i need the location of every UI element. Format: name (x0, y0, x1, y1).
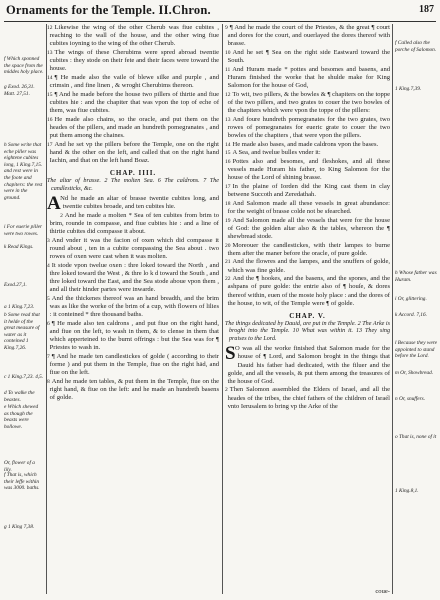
verse (225, 141, 390, 149)
margin-note: m Or, Showbread. (395, 370, 434, 376)
margin-note: b Some read that it helde of the great measure of water as it conteined 1 King.7,26. (4, 312, 40, 351)
column-rule (222, 24, 223, 594)
verse-number: 6 (47, 320, 50, 327)
margin-note: Exod.27,1. (4, 282, 27, 288)
margin-note: d To walke the beastes. (4, 390, 35, 403)
verse (225, 200, 390, 216)
verse-text: And he made ten tables, & put them in the Temple, fiue on the right hand, & fiue on the left: and he made an hundreth basens of golde. (49, 378, 219, 402)
verse (47, 141, 219, 165)
verse-number: 16 (47, 116, 53, 123)
verse (47, 24, 219, 48)
verse (225, 217, 390, 241)
verse (47, 320, 219, 353)
verse-number: 14 (47, 74, 53, 81)
margin-note: 1 King.8,1. (395, 488, 419, 494)
verse-text: And the flowres and the lampes, and the snuffers of golde, which was fine golde. (227, 258, 390, 274)
verse-text: ¶ And he made ten candlestickes of golde ( according to their forme ) and put them in the Temple, fiue on the right hād, and fiue on the left. (49, 353, 219, 377)
verse (47, 91, 219, 115)
verse (225, 183, 390, 199)
verse-text: And Salomon made all the vessels that were for the house of God: the golden altar also & the tables, whereon the ¶ shewbread stode. (227, 216, 390, 240)
margin-note: f Which sponned the space from the middes holy place. (4, 56, 44, 76)
verse (225, 258, 390, 274)
verse (47, 212, 219, 236)
verse-text: And the thickenes thereof was an hand breadth, and the brim was as like the worke of the brim of a cup, with flowers of lilies : it conteined * thre thousand baths. (49, 295, 219, 319)
verse (225, 386, 390, 410)
verse-number: 7 (47, 354, 50, 361)
verse-number: 8 (47, 379, 50, 386)
verse-number: 2 (225, 387, 228, 394)
verse-number: 9 (225, 25, 228, 31)
header-rule (4, 21, 436, 22)
margin-note: c 1 King.7,23. 4,5. (4, 374, 44, 380)
verse-text: In the plaine of Iorden did the King cast them in clay betwene Succoth and Zeredathah. (227, 182, 390, 199)
verse-number: 14 (225, 141, 231, 148)
margin-note: k Accord. 7,16. (395, 312, 427, 318)
verse-text: ¶ And he made the court of the Priestes, & the great ¶ court and dores for the court, and ouerlayed the dores thereof with brasse. (227, 24, 390, 48)
margin-note: f That is, which their leffe within was 3000. baths. (4, 472, 40, 492)
margin-note: e Which shewed as though the beasts were hollowe. (4, 404, 39, 430)
verse-number: 13 (47, 49, 53, 56)
verse (47, 193, 219, 215)
verse-text: A Sea, and twelue bulles vnder it: (232, 149, 321, 157)
verse-text: And Huram made * pottes and besomes and basens, and Huram finished the worke that he shulde make for King Salomon for the house of God, (227, 65, 390, 90)
drop-cap: S (225, 343, 236, 365)
margin-note: h Some write that eche piller was eightene cubites long, 1 King.7,15. and rest were in the foote and chapiters: the rest were in the ground. (4, 142, 43, 201)
chapter-heading: CHAP. IIII. (109, 169, 157, 178)
verse (225, 158, 390, 182)
margin-note: o That is, none of it (395, 434, 437, 440)
verse-text: It stode vpon twelue oxen : thre loked toward the North , and thre loked toward the West , & thre lo k d toward the South , and thre loked toward the East, and the Sea stode aboue vpon them , and all their hinder partes were inwarde. (49, 261, 219, 294)
verse (225, 149, 390, 157)
verse (225, 242, 390, 258)
verse-text: Nd he made an altar of brasse twentie cubites long, and twentie cubites broade, and ten cubites hie. (60, 195, 219, 211)
verse-number: 15 (225, 150, 231, 157)
verse-number: 19 (225, 217, 231, 224)
verse-text: And he made a molten * Sea of ten cubites from brim to brim, rounde in compasse, and fiue cubites hie : and a line of thirtie cubites did compasse it about. (49, 211, 219, 236)
margin-note: i For euerie piller were two rowes. (4, 224, 43, 237)
drop-cap: A (47, 193, 61, 215)
verse-number: 12 (47, 25, 53, 31)
verse-text: And the ¶ hookes, and the basens, and the spones, and the ashpans of pure golde: the entrie also of ¶ houſe, & dores thereof within, euen of the moste holy place : and the dores of the house, to wit, of the Temple were ¶ of golde. (227, 275, 390, 307)
verse-number: 17 (47, 141, 53, 148)
margin-note: l Because they were appointed to stand before the Lord. (395, 340, 438, 360)
chapter-heading: CHAP. V. (289, 311, 326, 320)
verse (225, 345, 390, 386)
margin-note: i Or, glittering. (395, 296, 427, 302)
verse-number: 22 (225, 276, 231, 283)
verse-text: And he set ¶ Sea on the right side Eastward toward the South. (227, 48, 390, 65)
verse-text: Pottes also and besomes, and fleshokes, and all these vessels made Huram his father, to King Salomon for the house of the Lord of shining brasse. (227, 158, 390, 182)
verse-number: 10 (225, 49, 231, 56)
verse-text: He made also bases, and made caldrons vpon the bases. (232, 140, 379, 148)
verse-number: 4 (47, 262, 50, 269)
margin-note: k Read Kings. (4, 244, 34, 250)
verse-text: Likewise the wing of the other Cherub was fiue cubites , reaching to the wall of the house, and the other wing fiue cubites ioyning to the wing of the other Cherub. (49, 24, 219, 48)
verse-number: 5 (47, 296, 50, 302)
verse (47, 353, 219, 377)
margin-note: h Whose father was Huram. (395, 270, 437, 283)
verse-text: And Salomon made all these vessels in great abundance: for the weight of brasse colde not be sfearched. (227, 199, 390, 215)
verse-text: He made also chains, so the oracle, and put them on the heades of the pillers, and made an hundreth pomegranates , and put them among the chaines. (49, 115, 219, 140)
verse-number: 15 (47, 91, 53, 98)
chapter-summary: The things dedicated by Dauid, are put in the Temple. 2 The Arke is broght into the Temple. 10 What was within it. 13 They sing praises to the Lord. (225, 320, 390, 342)
right-column (225, 24, 390, 411)
verse-number: 17 (225, 183, 231, 190)
verse-text: The wings of these Cherubims were spred abroad twentie cubites : they stode on their fete and their faces were toward the house. (49, 48, 219, 73)
verse (47, 74, 219, 90)
verse-number: 3 (47, 237, 50, 244)
chapter-summary: The altar of brasse. 2 The molten Sea. 6 The caldrons. 7 The candlesticks, &c. (47, 178, 219, 192)
verse (225, 24, 390, 48)
verse-text: ¶ He made also the vaile of blewe silke and purple , and crimsin , and fine linen , & wroght Cherubims thereon. (49, 73, 219, 90)
verse-text: O was all the worke finished that Salomon made for the house of ¶ Lord, and Salomon broght in the things that Dauid his father had dedicated, with the filuer and the golde, and all the vessels, & put them among the treasures of the house of God. (227, 345, 390, 385)
verse (47, 116, 219, 140)
verse (225, 275, 390, 308)
right-margin-rule (392, 24, 393, 594)
verse (225, 49, 390, 65)
margin-note: a 1 King.7,23. (4, 304, 35, 310)
running-head: Ornaments for the Temple. II.Chron. (6, 3, 211, 17)
verse-number: 16 (225, 159, 231, 165)
verse (47, 378, 219, 402)
verse-text: ¶ And he made before the house two pillers of thirtie and fiue cubites hie : and the chapiter that was vpon the top of eche of them, was fiue cubites. (49, 90, 219, 115)
margin-note: g Exod. 26,31. Matt. 27,51. (4, 84, 35, 97)
page-number: 187 (419, 4, 434, 15)
verse-text: Then Salomon assembled the Elders of Israel, and all the heades of the tribes, the chief fathers of the children of Israél vnto Ierusalem to bring vp the Arke of the (227, 386, 390, 410)
verse (47, 262, 219, 295)
verse-text: And he set vp the pillers before the Temple, one on the right hand & the other on the left, and called that on the right hand Iachin, and that on the left hand Boaz. (49, 140, 219, 164)
verse-number: 12 (225, 91, 231, 98)
verse-number: 20 (225, 242, 231, 249)
verse-text: To wit, two pillers, & the bowles & ¶ chapiters on the toppe of the two pillers, and two grates to couer the two bowles of the chapiters which were vpon the toppe of the pillers: (227, 90, 390, 115)
verse-number: 18 (225, 200, 231, 207)
margin-note: n Or, snuffers. (395, 396, 426, 402)
verse-text: Moreouer the candlestickes, with their lampes to burne them after the maner before the oracle, of pure golde. (227, 241, 390, 257)
margin-note: g 1 King 7,38. (4, 524, 35, 530)
verse (47, 49, 219, 73)
verse (47, 295, 219, 319)
catchword: coue- (375, 588, 390, 595)
verse (225, 116, 390, 140)
verse-number: 13 (225, 116, 231, 123)
verse (47, 237, 219, 261)
verse-number: 2 (60, 212, 63, 219)
margin-note: Or, flower of a lily. (4, 460, 35, 473)
margin-note: f Called also the porche of Salomon. (395, 40, 437, 53)
verse-number: 21 (225, 259, 231, 266)
verse-text: And vnder it was the facion of oxen which did compasse it round about , ten in a cubite compassing the Sea about . two rowes of oxen were cast when it was molten. (49, 236, 219, 261)
verse-text: ¶ He made also ten caldrons , and put fiue on the right hand, and fiue on the left, to wash in them, & to clense in them that which apperteined to the burnt offrings : but the Sea was for ¶ Priestes to wash in. (49, 319, 219, 352)
left-column (47, 24, 219, 403)
verse (225, 66, 390, 90)
verse-text: And foure hundreth pomegranates for the two grates, two rowes of pomegranates for eueric grate to couer the two bowles of the chapiters , that were vpon the pillers. (227, 115, 390, 140)
verse (225, 91, 390, 115)
verse-number: 11 (225, 66, 231, 73)
margin-note: 1 King.7,39. (395, 86, 422, 92)
